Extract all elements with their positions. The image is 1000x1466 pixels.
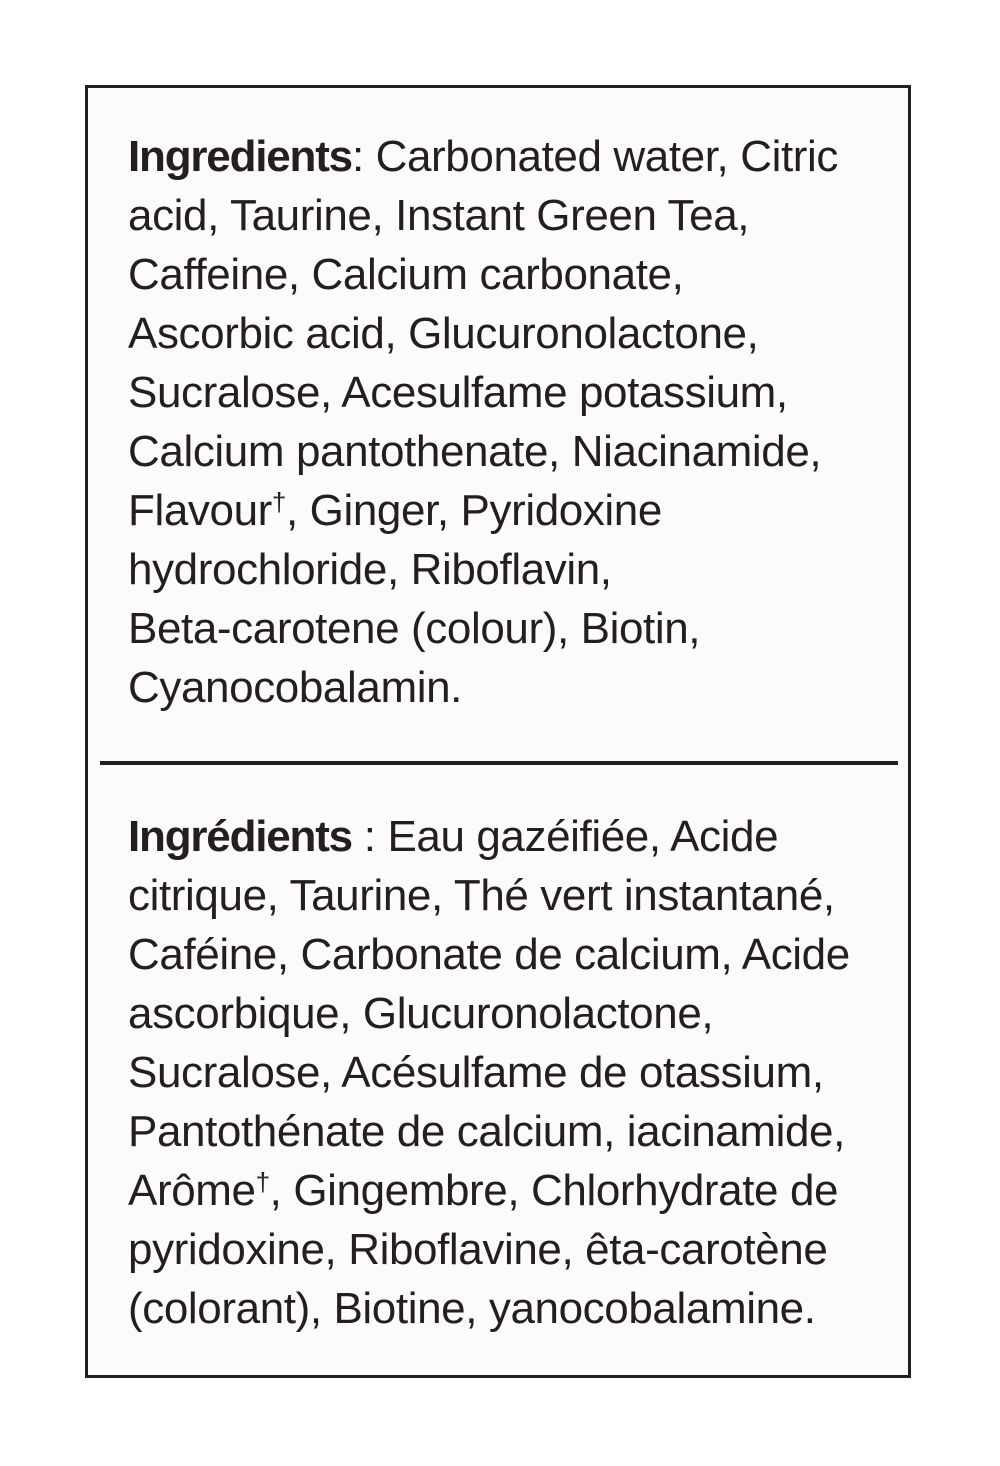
ingredient-line: Cyanocobalamin. <box>128 663 462 712</box>
ingredient-text: , Gingembre, Chlorhydrate de <box>269 1166 839 1215</box>
ingredient-text: Flavour <box>128 486 272 535</box>
ingredient-line <box>128 127 878 186</box>
ingredients-heading-french: Ingrédients <box>128 812 352 861</box>
heading-separator: : <box>351 812 388 861</box>
ingredient-line <box>128 807 878 866</box>
ingredient-line <box>128 481 878 540</box>
ingredient-line <box>128 1161 878 1220</box>
ingredient-line: (colorant), Biotine, yanocobalamine. <box>128 1284 816 1333</box>
ingredient-line: hydrochloride, Riboflavin, <box>128 545 612 594</box>
ingredient-line: acid, Taurine, Instant Green Tea, <box>128 191 750 240</box>
ingredients-english-section <box>128 127 878 717</box>
section-divider <box>100 761 898 765</box>
ingredient-text: Arôme <box>128 1166 256 1215</box>
ingredient-line: Caffeine, Calcium carbonate, <box>128 250 684 299</box>
heading-separator: : <box>351 132 376 181</box>
ingredient-text: Carbonated water, Citric <box>375 132 838 181</box>
ingredients-heading-english: Ingredients <box>128 132 352 181</box>
footnote-dagger-mark: † <box>255 1167 270 1197</box>
ingredient-line: ascorbique, Glucuronolactone, <box>128 989 714 1038</box>
ingredients-french-section <box>128 807 878 1338</box>
ingredient-line: Calcium pantothenate, Niacinamide, <box>128 427 822 476</box>
ingredient-line: pyridoxine, Riboflavine, êta-carotène <box>128 1225 828 1274</box>
ingredient-text: , Ginger, Pyridoxine <box>285 486 662 535</box>
ingredient-text: Eau gazéifiée, Acide <box>387 812 779 861</box>
footnote-dagger-mark: † <box>271 487 286 517</box>
ingredients-label-panel <box>85 85 911 1378</box>
ingredient-line: Sucralose, Acésulfame de otassium, <box>128 1048 824 1097</box>
ingredient-line: Ascorbic acid, Glucuronolactone, <box>128 309 759 358</box>
ingredient-line: Caféine, Carbonate de calcium, Acide <box>128 930 850 979</box>
ingredient-line: citrique, Taurine, Thé vert instantané, <box>128 871 835 920</box>
ingredient-line: Beta-carotene (colour), Biotin, <box>128 604 701 653</box>
ingredient-line: Pantothénate de calcium, iacinamide, <box>128 1107 845 1156</box>
ingredient-line: Sucralose, Acesulfame potassium, <box>128 368 788 417</box>
